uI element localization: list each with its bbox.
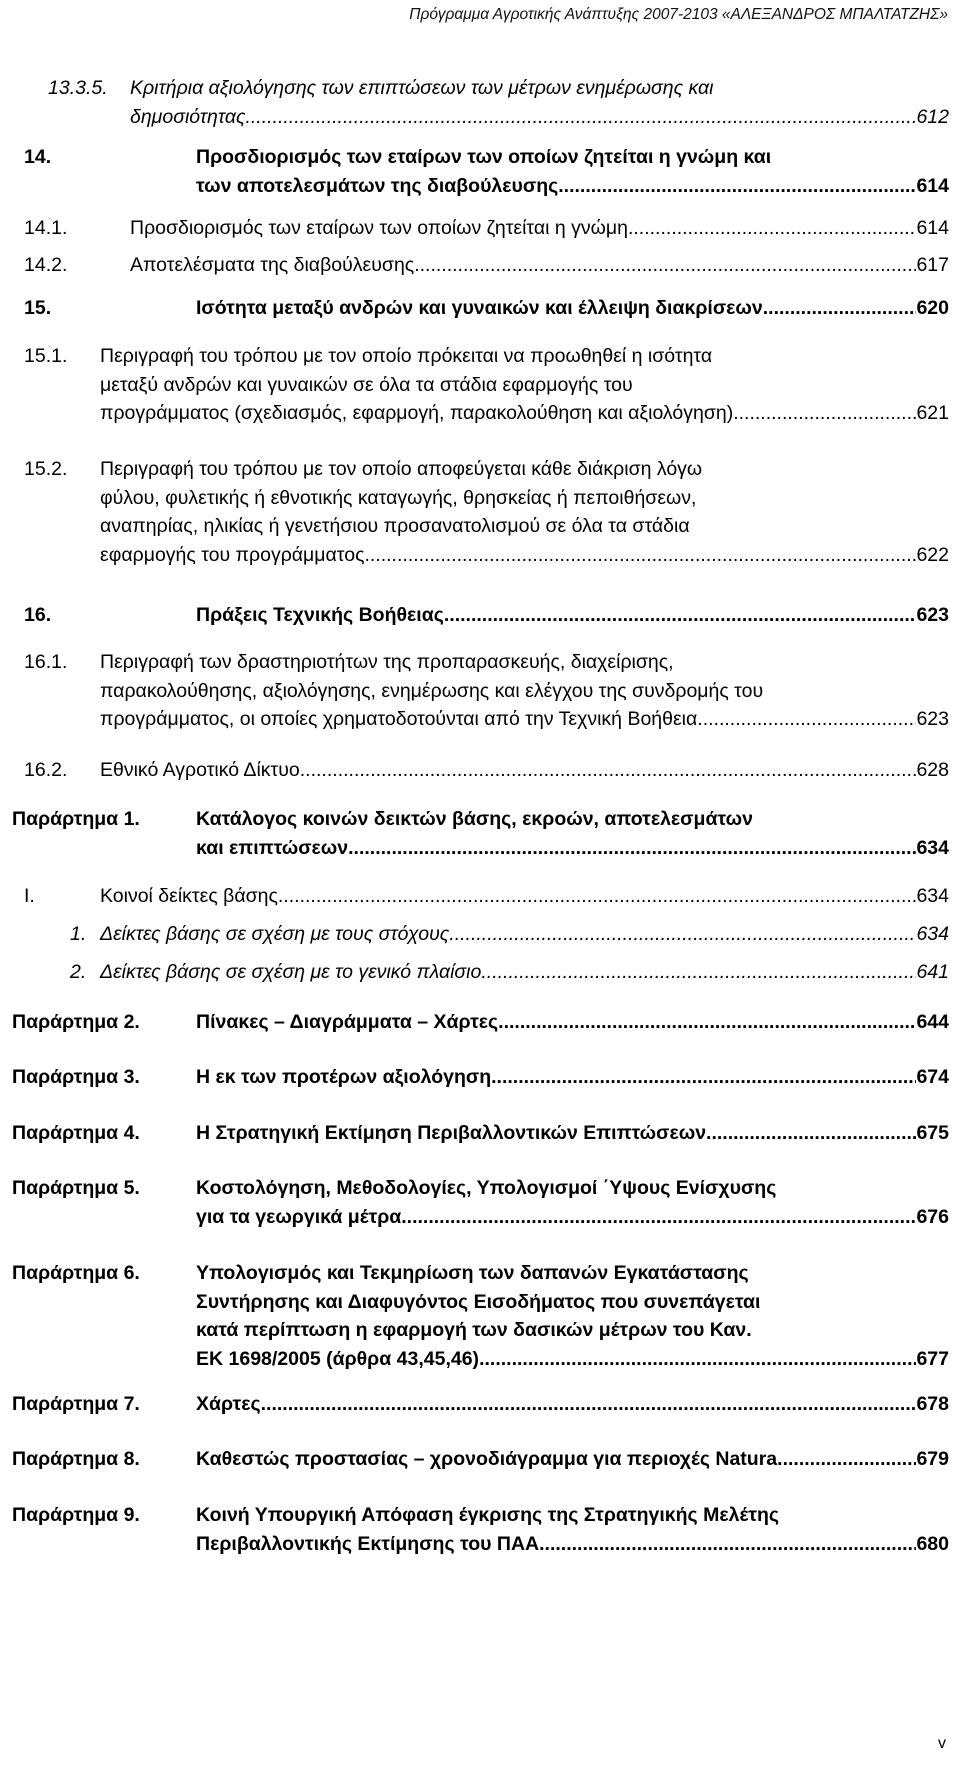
toc-leader-dots [261, 1390, 917, 1419]
toc-entry-number: 16. [24, 604, 52, 626]
toc-entry-number: 1. [70, 923, 87, 945]
toc-leader-dots [444, 601, 917, 630]
toc-entry-line-text: Περιγραφή των δραστηριοτήτων της προπαρασκευής, διαχείρισης, [100, 651, 674, 673]
toc-leader-dots [491, 1063, 916, 1092]
toc-entry-number: Παράρτημα 2. [12, 1011, 140, 1033]
toc-entry-title [196, 1174, 949, 1231]
toc-entry[interactable] [12, 1119, 949, 1148]
toc-entry-line [196, 1119, 949, 1148]
toc-leader-dots [348, 834, 916, 863]
toc-entry[interactable] [12, 1501, 949, 1558]
toc-entry-number: I. [24, 885, 35, 907]
toc-entry-number: 16.2. [24, 759, 68, 781]
toc-entry-line-text: φύλου, φυλετικής ή εθνοτικής καταγωγής, θρησκείας ή πεποιθήσεων, [100, 486, 697, 509]
toc-entry-line-text: Καθεστώς προστασίας – χρονοδιάγραμμα για περιοχές Natura [196, 1448, 778, 1470]
toc-entry-line [196, 601, 949, 630]
toc-entry-number: Παράρτημα 3. [12, 1066, 140, 1088]
toc-entry[interactable] [12, 455, 949, 569]
toc-entry[interactable] [12, 342, 949, 428]
toc-entry-line-text: εφαρμογής του προγράμματος [100, 543, 365, 566]
toc-page-number: 674 [916, 1066, 949, 1088]
toc-entry-line [100, 371, 949, 400]
toc-entry-line-text: ΕΚ 1698/2005 (άρθρα 43,45,46) [196, 1347, 480, 1370]
toc-entry-line [196, 1316, 949, 1345]
toc-entry-number: Παράρτημα 6. [12, 1262, 140, 1284]
toc-entry[interactable] [12, 648, 949, 734]
toc-entry-number: Παράρτημα 5. [12, 1177, 140, 1199]
toc-page-number: 620 [916, 297, 949, 319]
toc-entry-number: 14. [24, 146, 52, 168]
toc-entry-line-text: για τα γεωργικά μέτρα [196, 1205, 402, 1228]
toc-entry-line [196, 1445, 949, 1474]
toc-entry-line [196, 1530, 949, 1559]
toc-entry-line [196, 172, 949, 201]
toc-entry-line [130, 214, 949, 243]
toc-leader-dots [498, 1008, 916, 1037]
toc-entry-line [100, 455, 949, 484]
toc-page-number: 612 [916, 105, 949, 128]
toc-entry-title [196, 143, 949, 200]
toc-entry-line-text: Πίνακες – Διαγράμματα – Χάρτες [196, 1011, 499, 1033]
toc-entry-line [100, 342, 949, 371]
toc-page-number: 675 [916, 1122, 949, 1144]
toc-entry-title [100, 455, 949, 569]
toc-entry-line [100, 648, 949, 677]
toc-entry-line [196, 1501, 949, 1530]
toc-entry[interactable] [12, 756, 949, 785]
toc-page-number: 628 [916, 759, 949, 781]
toc-entry[interactable] [12, 1008, 949, 1037]
toc-entry-title [196, 1445, 949, 1474]
toc-entry-number: 2. [70, 961, 87, 983]
toc-entry-line-text: Συντήρησης και Διαφυγόντος Εισοδήματος που συνεπάγεται [196, 1290, 761, 1313]
toc-entry-number: 14.1. [24, 217, 68, 239]
toc-entry-line [196, 294, 949, 323]
toc-entry-line [196, 1203, 949, 1232]
toc-page-number: 634 [916, 885, 949, 907]
toc-entry-line-text: Αποτελέσματα της διαβούλευσης [130, 254, 415, 276]
toc-entry-line-text: Προσδιορισμός των εταίρων των οποίων ζητείται η γνώμη και [196, 146, 772, 168]
toc-entry-line [130, 74, 949, 103]
toc-entry-line-text: των αποτελεσμάτων της διαβούλευσης [196, 174, 559, 197]
toc-entry-title [196, 294, 949, 323]
toc-entry-title [130, 214, 949, 243]
toc-leader-dots [539, 1530, 916, 1559]
toc-entry-line [100, 512, 949, 541]
toc-entry[interactable] [12, 805, 949, 862]
toc-entry-number: 16.1. [24, 651, 68, 673]
toc-page-number: 614 [916, 217, 949, 239]
toc-entry-title [196, 1008, 949, 1037]
toc-page-number: 614 [916, 174, 949, 197]
toc-entry-line [196, 834, 949, 863]
toc-entry-line-text: Περιβαλλοντικής Εκτίμησης του ΠΑΑ [196, 1532, 540, 1555]
toc-entry[interactable] [12, 920, 949, 949]
toc-entry[interactable] [12, 294, 949, 323]
toc-entry-line-text: Ισότητα μεταξύ ανδρών και γυναικών και έλλειψη διακρίσεων [196, 297, 763, 319]
toc-entry-title [100, 958, 949, 987]
toc-entry-line [196, 1288, 949, 1317]
toc-leader-dots [481, 958, 916, 987]
toc-entry-line [100, 882, 949, 911]
toc-leader-dots [777, 1445, 916, 1474]
toc-leader-dots [706, 1119, 916, 1148]
toc-entry-title [100, 756, 949, 785]
toc-entry-line-text: δημοσιότητας. [130, 105, 251, 128]
toc-entry-number: 13.3.5. [48, 77, 108, 99]
toc-entry-line-text: Δείκτες βάσης σε σχέση με τους στόχους [100, 923, 450, 945]
toc-entry-title [130, 251, 949, 280]
toc-page-number: 679 [916, 1448, 949, 1470]
toc-entry[interactable] [12, 958, 949, 987]
toc-entry-line-text: παρακολούθησης, αξιολόγησης, ενημέρωσης και ελέγχου της συνδρομής του [100, 679, 764, 702]
toc-page-number: 634 [916, 923, 949, 945]
toc-entry-title [100, 342, 949, 428]
toc-entry-line [130, 251, 949, 280]
toc-leader-dots [251, 103, 917, 132]
toc-entry[interactable] [12, 214, 949, 243]
toc-page-number: 622 [916, 543, 949, 566]
toc-entry-line [196, 143, 949, 172]
toc-entry-line [130, 103, 949, 132]
toc-entry-line-text: Περιγραφή του τρόπου με τον οποίο αποφεύγεται κάθε διάκριση λόγω [100, 458, 703, 480]
toc-entry-line-text: Υπολογισμός και Τεκμηρίωση των δαπανών Εγκατάστασης [196, 1262, 749, 1284]
toc-entry-line-text: προγράμματος, οι οποίες χρηματοδοτούνται από την Τεχνική Βοήθεια [100, 708, 698, 730]
toc-entry[interactable] [12, 143, 949, 200]
toc-entry-line [196, 1259, 949, 1288]
toc-entry-line [100, 920, 949, 949]
toc-entry-line [100, 705, 949, 734]
toc-entry-title [196, 1119, 949, 1148]
page-number: v [938, 1735, 946, 1752]
toc-page-number: 677 [916, 1347, 949, 1370]
toc-entry[interactable] [12, 1063, 949, 1092]
toc-entry-line [196, 1345, 949, 1374]
toc-leader-dots [300, 756, 917, 785]
toc-entry-line [100, 541, 949, 570]
toc-entry-line-text: Κοινοί δείκτες βάσης [100, 885, 278, 907]
toc-leader-dots [479, 1345, 916, 1374]
toc-entry-line-text: Πράξεις Τεχνικής Βοήθειας [196, 604, 444, 626]
toc-entry-line [100, 677, 949, 706]
toc-entry-number: Παράρτημα 7. [12, 1393, 140, 1415]
toc-entry-title [196, 1063, 949, 1092]
toc-leader-dots [414, 251, 916, 280]
toc-page-number: 644 [916, 1011, 949, 1033]
toc-page-number: 623 [916, 708, 949, 730]
toc-page-number: 634 [916, 836, 949, 859]
toc-entry-title [196, 601, 949, 630]
toc-entry-line-text: Η εκ των προτέρων αξιολόγηση [196, 1066, 492, 1088]
toc-entry-line [196, 1063, 949, 1092]
toc-entry-line [196, 1008, 949, 1037]
toc-entry[interactable] [12, 882, 949, 911]
toc-entry-title [196, 1259, 949, 1373]
toc-entry-number: 15.2. [24, 458, 68, 480]
toc-entry-line-text: Κοινή Υπουργική Απόφαση έγκρισης της Στρατηγικής Μελέτης [196, 1504, 779, 1526]
toc-page-number: 680 [916, 1532, 949, 1555]
toc-leader-dots [449, 920, 916, 949]
toc-entry-title [100, 882, 949, 911]
toc-entry-line-text: Προσδιορισμός των εταίρων των οποίων ζητείται η γνώμη [130, 217, 628, 239]
toc-page-number: 617 [916, 254, 949, 276]
toc-leader-dots [401, 1203, 916, 1232]
toc-entry-line-text: Κατάλογος κοινών δεικτών βάσης, εκροών, αποτελεσμάτων [196, 808, 753, 830]
toc-entry-number: Παράρτημα 9. [12, 1504, 140, 1526]
toc-entry-number: 14.2. [24, 254, 68, 276]
toc-leader-dots [558, 172, 916, 201]
toc-entry-line-text: αναπηρίας, ηλικίας ή γενετήσιου προσανατολισμού σε όλα τα στάδια [100, 515, 690, 537]
toc-entry-number: Παράρτημα 1. [12, 808, 140, 830]
toc-entry[interactable] [12, 601, 949, 630]
toc-entry-line [196, 805, 949, 834]
toc-entry-title [100, 920, 949, 949]
toc-leader-dots [278, 882, 917, 911]
toc-entry-line-text: Δείκτες βάσης σε σχέση με το γενικό πλαίσιο [100, 961, 482, 983]
toc-entry[interactable] [12, 1390, 949, 1419]
toc-leader-dots [364, 541, 916, 570]
toc-entry-number: 15. [24, 297, 52, 319]
running-header: Πρόγραμμα Αγροτικής Ανάπτυξης 2007-2103 «ΑΛΕΞΑΝΔΡΟΣ ΜΠΑΛΤΑΤΖΗΣ» [409, 6, 948, 23]
toc-entry-line [100, 958, 949, 987]
toc-entry-line [100, 756, 949, 785]
toc-page-number: 623 [916, 604, 949, 626]
toc-leader-dots [763, 294, 917, 323]
toc-entry[interactable] [12, 1174, 949, 1231]
toc-entry-line-text: Εθνικό Αγροτικό Δίκτυο [100, 759, 300, 781]
toc-entry-line-text: κατά περίπτωση η εφαρμογή των δασικών μέτρων του Καν. [196, 1319, 752, 1341]
toc-entry-line-text: Χάρτες [196, 1393, 261, 1415]
toc-entry-line-text: Κοστολόγηση, Μεθοδολογίες, Υπολογισμοί ΄Υψους Ενίσχυσης [196, 1177, 777, 1199]
toc-entry-line-text: μεταξύ ανδρών και γυναικών σε όλα τα στάδια εφαρμογής του [100, 373, 633, 396]
toc-entry-line [196, 1390, 949, 1419]
toc-entry-number: Παράρτημα 4. [12, 1122, 140, 1144]
toc-entry-line [100, 484, 949, 513]
toc-entry[interactable] [12, 251, 949, 280]
toc-entry-line-text: και επιπτώσεων [196, 836, 349, 859]
toc-entry-line-text: Περιγραφή του τρόπου με τον οποίο πρόκειται να προωθηθεί η ισότητα [100, 345, 713, 367]
toc-entry-line-text: Κριτήρια αξιολόγησης των επιπτώσεων των μέτρων ενημέρωσης και [130, 77, 714, 99]
toc-entry-title [196, 1390, 949, 1419]
toc-entry-line [196, 1174, 949, 1203]
toc-page-number: 621 [916, 402, 949, 424]
toc-entry-line-text: προγράμματος (σχεδιασμός, εφαρμογή, παρακολούθηση και αξιολόγηση) [100, 402, 734, 424]
toc-leader-dots [628, 214, 917, 243]
toc-entry-number: 15.1. [24, 345, 68, 367]
toc-page-number: 678 [916, 1393, 949, 1415]
toc-entry-title [196, 1501, 949, 1558]
toc-leader-dots [697, 705, 916, 734]
toc-entry[interactable] [12, 1259, 949, 1373]
toc-entry-line [100, 399, 949, 428]
toc-leader-dots [733, 399, 916, 428]
toc-entry-title [100, 648, 949, 734]
toc-entry-line-text: Η Στρατηγική Εκτίμηση Περιβαλλοντικών Επιπτώσεων [196, 1122, 707, 1144]
toc-entry-title [196, 805, 949, 862]
toc-entry[interactable] [12, 1445, 949, 1474]
toc-entry-number: Παράρτημα 8. [12, 1448, 140, 1470]
toc-page-number: 641 [916, 961, 949, 983]
toc-page-number: 676 [916, 1205, 949, 1228]
toc-entry[interactable] [12, 74, 949, 131]
toc-entry-title [130, 74, 949, 131]
